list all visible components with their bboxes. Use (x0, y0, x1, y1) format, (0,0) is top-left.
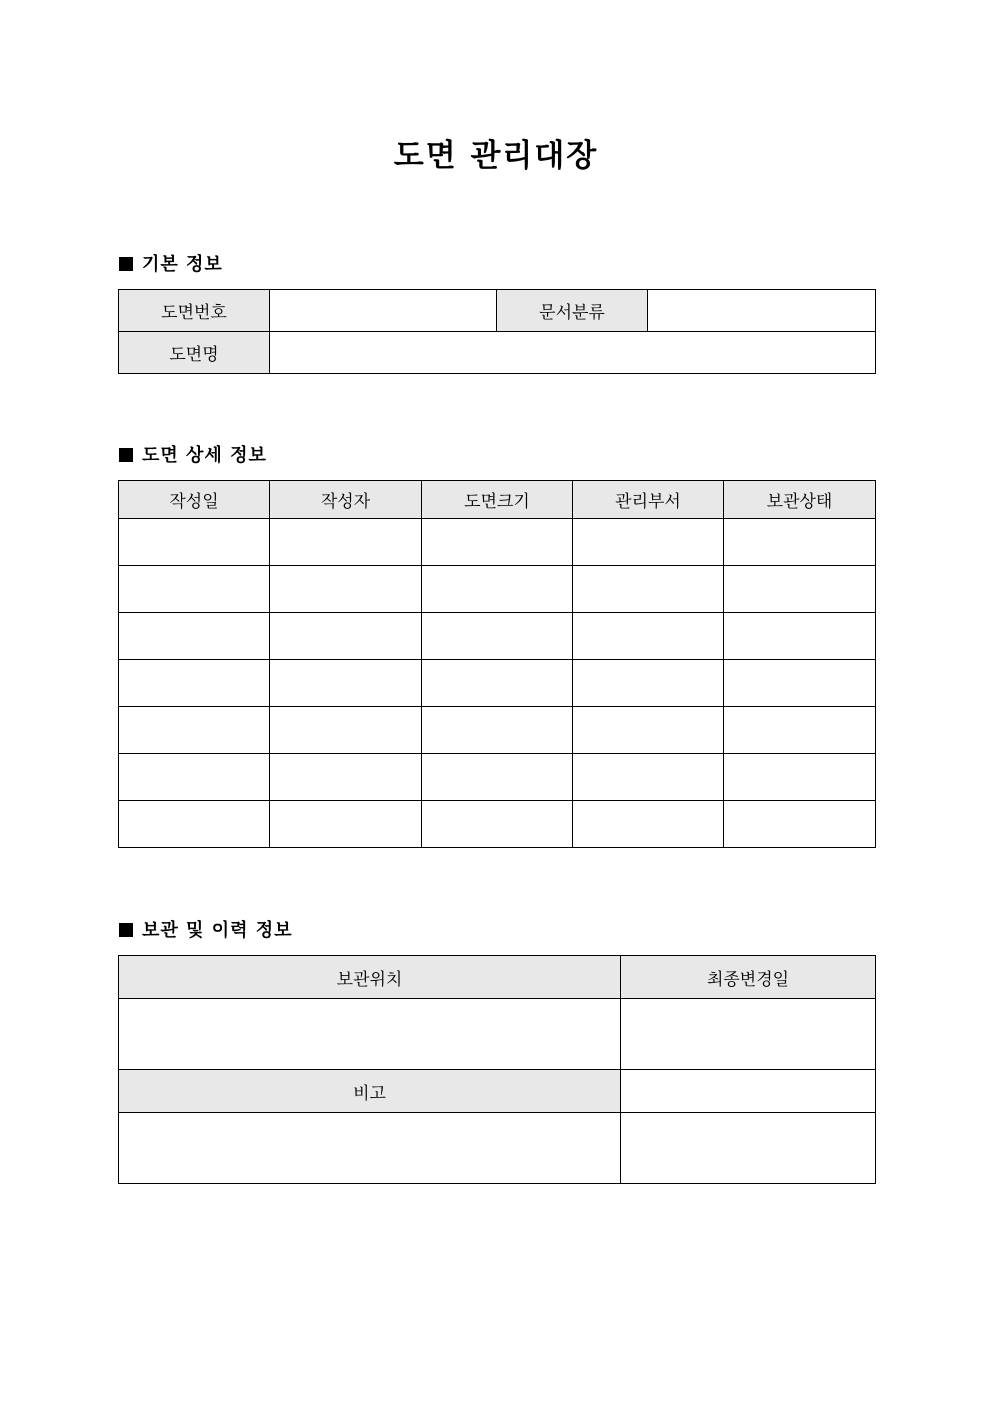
drawing-number-field[interactable] (270, 290, 497, 332)
table-cell[interactable] (724, 660, 876, 707)
detail-info-table (118, 480, 876, 848)
table-cell[interactable] (573, 519, 724, 566)
column-header-status: 보관상태 (724, 481, 876, 519)
table-cell[interactable] (724, 613, 876, 660)
section-heading-detail-text: 도면 상세 정보 (142, 445, 267, 466)
remarks-extra-field[interactable] (621, 1113, 876, 1184)
section-heading-basic (119, 252, 223, 278)
drawing-name-field[interactable] (270, 332, 876, 374)
table-cell[interactable] (573, 707, 724, 754)
table-row (119, 754, 876, 801)
table-row (119, 660, 876, 707)
table-cell[interactable] (724, 801, 876, 848)
section-heading-storage (119, 918, 293, 944)
table-cell[interactable] (422, 613, 573, 660)
table-cell[interactable] (573, 801, 724, 848)
table-cell[interactable] (119, 801, 270, 848)
storage-location-field[interactable] (119, 999, 621, 1070)
table-row (119, 566, 876, 613)
table-cell[interactable] (270, 754, 422, 801)
table-cell[interactable] (270, 801, 422, 848)
table-cell[interactable] (119, 566, 270, 613)
page-title: 도면 관리대장 (393, 138, 599, 174)
table-cell[interactable] (270, 519, 422, 566)
basic-info-table (118, 289, 876, 374)
table-cell[interactable] (422, 566, 573, 613)
table-cell[interactable] (573, 613, 724, 660)
table-cell[interactable] (270, 566, 422, 613)
last-changed-label: 최종변경일 (621, 956, 876, 999)
table-cell[interactable] (573, 660, 724, 707)
column-header-date: 작성일 (119, 481, 270, 519)
square-bullet-icon (119, 923, 133, 937)
table-cell[interactable] (422, 754, 573, 801)
storage-location-label: 보관위치 (119, 956, 621, 999)
table-cell[interactable] (422, 519, 573, 566)
table-row (119, 707, 876, 754)
square-bullet-icon (119, 448, 133, 462)
column-header-size: 도면크기 (422, 481, 573, 519)
remarks-field[interactable] (119, 1113, 621, 1184)
section-heading-storage-text: 보관 및 이력 정보 (142, 920, 293, 941)
document-class-field[interactable] (648, 290, 876, 332)
section-heading-detail (119, 443, 267, 469)
square-bullet-icon (119, 257, 133, 271)
table-cell[interactable] (119, 660, 270, 707)
table-cell[interactable] (422, 801, 573, 848)
remarks-label: 비고 (119, 1070, 621, 1113)
column-header-author: 작성자 (270, 481, 422, 519)
drawing-name-label: 도면명 (119, 332, 270, 374)
table-cell[interactable] (119, 754, 270, 801)
drawing-number-label: 도면번호 (119, 290, 270, 332)
table-cell[interactable] (724, 754, 876, 801)
table-cell[interactable] (422, 660, 573, 707)
column-header-department: 관리부서 (573, 481, 724, 519)
table-cell[interactable] (422, 707, 573, 754)
table-cell[interactable] (270, 613, 422, 660)
table-cell[interactable] (119, 707, 270, 754)
table-row (119, 613, 876, 660)
table-cell[interactable] (270, 707, 422, 754)
table-cell[interactable] (270, 660, 422, 707)
table-cell[interactable] (573, 754, 724, 801)
table-cell[interactable] (724, 566, 876, 613)
section-heading-basic-text: 기본 정보 (142, 254, 223, 275)
table-cell[interactable] (119, 613, 270, 660)
last-changed-field[interactable] (621, 999, 876, 1070)
table-cell[interactable] (119, 519, 270, 566)
table-row (119, 801, 876, 848)
storage-history-table (118, 955, 876, 1184)
table-cell[interactable] (573, 566, 724, 613)
table-cell[interactable] (724, 519, 876, 566)
document-class-label: 문서분류 (497, 290, 648, 332)
table-cell[interactable] (724, 707, 876, 754)
table-row (119, 519, 876, 566)
remarks-side-field[interactable] (621, 1070, 876, 1113)
